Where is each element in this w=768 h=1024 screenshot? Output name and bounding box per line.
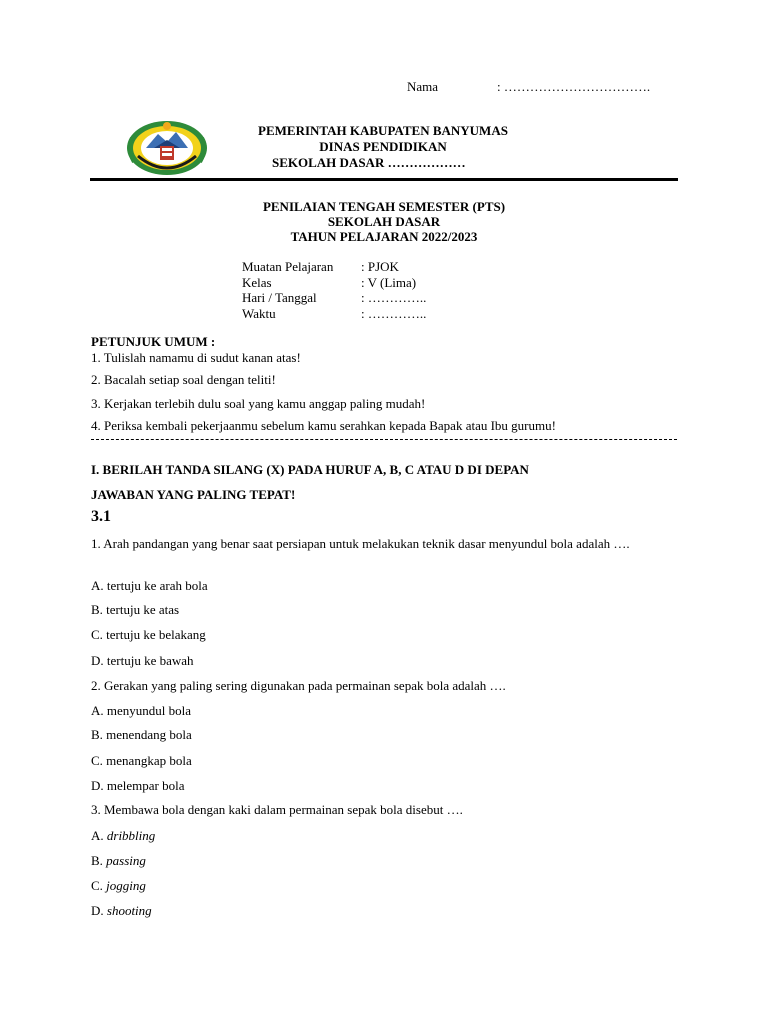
answer-option: A. dribbling xyxy=(91,828,156,843)
info-value: : V (Lima) xyxy=(361,274,417,290)
exam-title-line3: TAHUN PELAJARAN 2022/2023 xyxy=(290,229,478,244)
instruction-item: 4. Periksa kembali pekerjaanmu sebelum kamu serahkan kepada Bapak atau Ibu gurumu! xyxy=(91,418,556,433)
exam-title-line2: SEKOLAH DASAR xyxy=(327,214,441,229)
info-label: Muatan Pelajaran xyxy=(242,259,334,274)
answer-option: D. shooting xyxy=(91,903,152,918)
info-row xyxy=(242,275,426,291)
instruction-item: 2. Bacalah setiap soal dengan teliti! xyxy=(91,372,276,387)
section-heading-line1: I. BERILAH TANDA SILANG (X) PADA HURUF A, B, C ATAU D DI DEPAN xyxy=(91,462,529,477)
instructions-heading: PETUNJUK UMUM : xyxy=(91,334,216,349)
gov-line-department: DINAS PENDIDIKAN xyxy=(319,139,447,154)
info-row xyxy=(242,306,426,322)
name-field: : ……………………………. xyxy=(497,79,651,94)
header-divider xyxy=(90,178,678,181)
answer-option: D. melempar bola xyxy=(91,778,185,793)
dashed-divider xyxy=(91,439,677,440)
info-value: : ………….. xyxy=(361,290,427,305)
answer-option: B. menendang bola xyxy=(91,727,192,742)
info-row xyxy=(242,259,426,275)
section-heading-line2: JAWABAN YANG PALING TEPAT! xyxy=(91,487,296,502)
exam-info xyxy=(242,259,426,321)
competency-number: 3.1 xyxy=(91,508,111,525)
instruction-item: 1. Tulislah namamu di sudut kanan atas! xyxy=(91,350,301,365)
info-label: Waktu xyxy=(242,305,276,321)
info-value: : PJOK xyxy=(361,259,399,274)
exam-title xyxy=(230,199,538,244)
question-3: 3. Membawa bola dengan kaki dalam permainan sepak bola disebut …. xyxy=(91,802,463,817)
info-label: Kelas xyxy=(242,274,272,290)
answer-option: C. menangkap bola xyxy=(91,753,192,768)
question-1: 1. Arah pandangan yang benar saat persiapan untuk melakukan teknik dasar menyundul bola adalah …. xyxy=(91,536,630,551)
instruction-item: 3. Kerjakan terlebih dulu soal yang kamu anggap paling mudah! xyxy=(91,396,426,411)
answer-option: B. passing xyxy=(91,853,146,868)
exam-title-line1: PENILAIAN TENGAH SEMESTER (PTS) xyxy=(262,199,506,214)
school-header xyxy=(230,123,536,171)
info-value: : ………….. xyxy=(361,305,427,321)
answer-option: C. tertuju ke belakang xyxy=(91,627,206,642)
gov-line-school: SEKOLAH DASAR ……………… xyxy=(272,155,466,170)
answer-option: B. tertuju ke atas xyxy=(91,602,180,617)
info-row xyxy=(242,290,426,306)
answer-option: D. tertuju ke bawah xyxy=(91,653,194,668)
answer-option: C. jogging xyxy=(91,878,146,893)
question-2: 2. Gerakan yang paling sering digunakan pada permainan sepak bola adalah …. xyxy=(91,678,506,693)
name-label: Nama xyxy=(407,79,439,94)
answer-option: A. menyundul bola xyxy=(91,703,192,718)
answer-option: A. tertuju ke arah bola xyxy=(91,578,208,593)
info-label: Hari / Tanggal xyxy=(242,290,317,305)
banyumas-regency-emblem-icon xyxy=(124,118,210,178)
gov-line-regency: PEMERINTAH KABUPATEN BANYUMAS xyxy=(258,123,508,138)
